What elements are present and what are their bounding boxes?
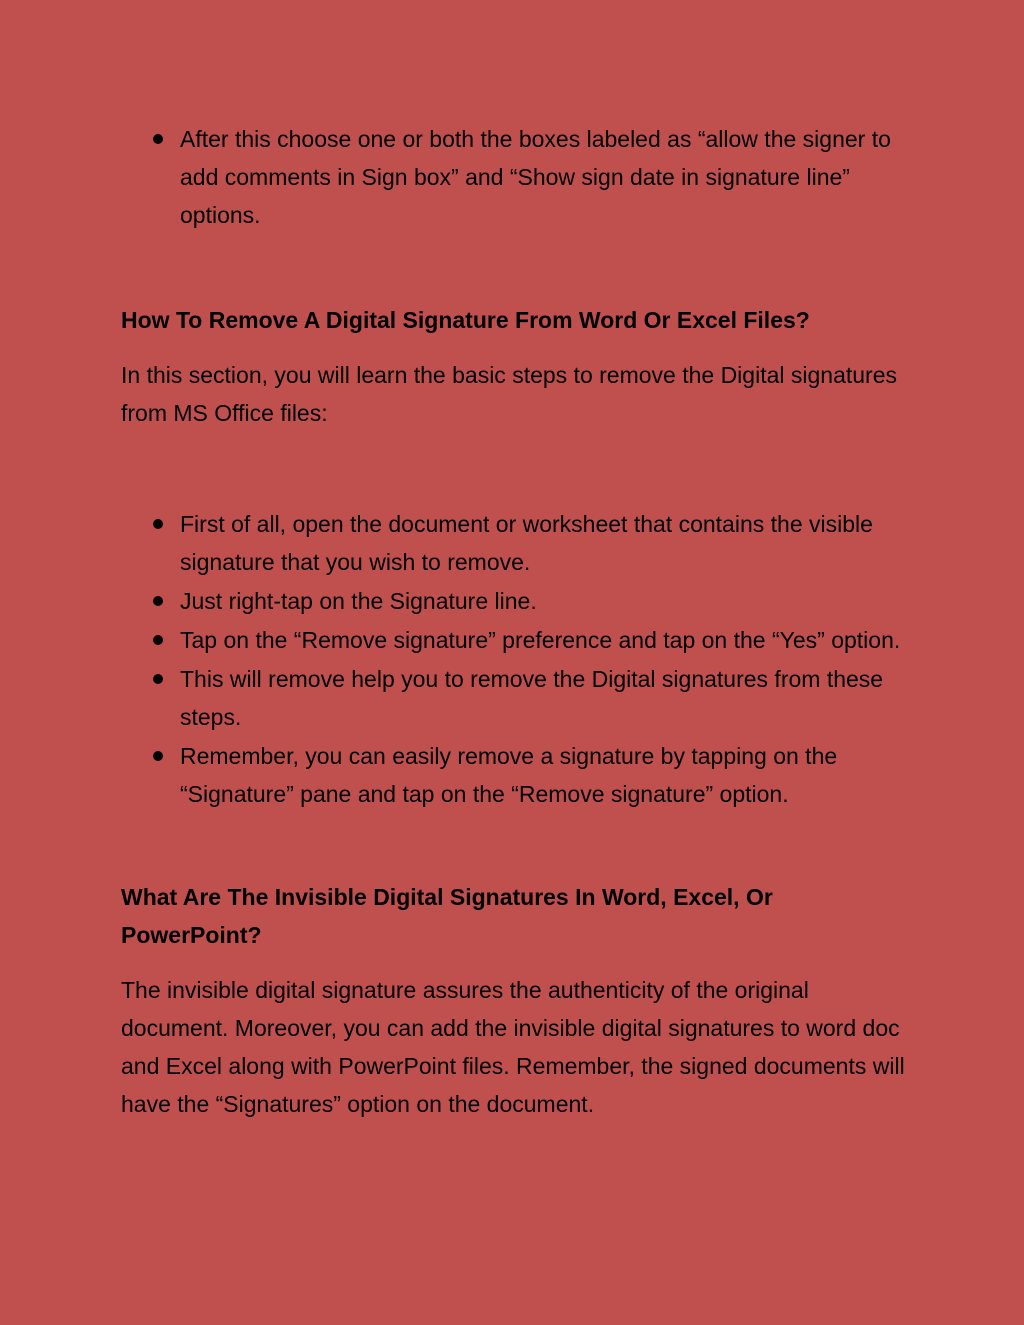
list-item-text: First of all, open the document or worksheet that contains the visible signature that you wish to remove. <box>180 511 873 575</box>
section-heading-invisible-signatures: What Are The Invisible Digital Signatures In Word, Excel, Or PowerPoint? <box>121 884 773 948</box>
bullet-list-options <box>121 120 911 234</box>
list-item <box>121 582 911 620</box>
section-body-paragraph: The invisible digital signature assures the authenticity of the original document. Moreover, you can add the invisible digital signatures to word doc and Excel along with PowerPoint files. Remember, the signed documents will have the “Signatures” option on the document. <box>121 977 905 1117</box>
list-item <box>121 737 911 813</box>
list-item <box>121 505 911 581</box>
list-item <box>121 660 911 736</box>
list-item-text: This will remove help you to remove the Digital signatures from these steps. <box>180 666 884 730</box>
bullet-icon <box>153 674 163 684</box>
bullet-list-remove-steps <box>121 505 911 813</box>
list-item-text: Remember, you can easily remove a signature by tapping on the “Signature” pane and tap on the “Remove signature” option. <box>180 743 838 807</box>
list-item-text: Just right-tap on the Signature line. <box>180 588 537 614</box>
bullet-icon <box>153 134 163 144</box>
bullet-icon <box>153 596 163 606</box>
bullet-icon <box>153 635 163 645</box>
bullet-icon <box>153 751 163 761</box>
list-item <box>121 120 911 234</box>
section-heading-remove-signature: How To Remove A Digital Signature From Word Or Excel Files? <box>121 307 810 333</box>
list-item-text: Tap on the “Remove signature” preference and tap on the “Yes” option. <box>180 627 901 653</box>
document-page <box>121 120 911 1123</box>
bullet-icon <box>153 519 163 529</box>
list-item-text: After this choose one or both the boxes labeled as “allow the signer to add comments in Sign box” and “Show sign date in signature line” options. <box>180 126 891 228</box>
list-item <box>121 621 911 659</box>
section-intro-paragraph: In this section, you will learn the basic steps to remove the Digital signatures from MS Office files: <box>121 362 897 426</box>
